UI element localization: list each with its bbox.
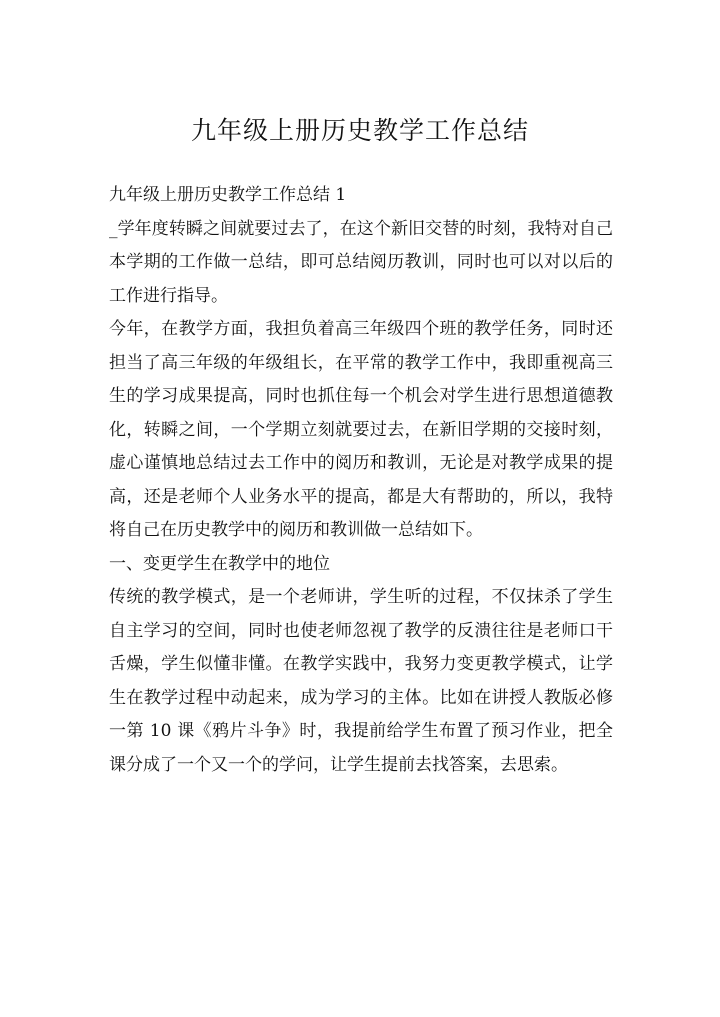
paragraph-intro: _学年度转瞬之间就要过去了，在这个新旧交替的时刻，我特对自己本学期的工作做一总结，即可总结阅历教训，同时也可以对以后的工作进行指导。 xyxy=(109,218,613,306)
section-subheading: 一、变更学生在教学中的地位 xyxy=(109,553,330,574)
section-heading: 九年级上册历史教学工作总结 1 xyxy=(109,185,347,205)
document-title: 九年级上册历史教学工作总结 xyxy=(190,116,529,145)
paragraph-teaching-overview: 今年，在教学方面，我担负着高三年级四个班的教学任务，同时还担当了高三年级的年级组长，在平常的教学工作中，我即重视高三生的学习成果提高，同时也抓住每一个机会对学生进行思想道德教化，转瞬之间，一个学期立刻就要过去，在新旧学期的交接时刻，虚心谨慎地总结过去工作中的阅历和教训，无论是对教学成果的提高，还是老师个人业务水平的提高，都是大有帮助的，所以，我特将自己在历史教学中的阅历和教训做一总结如下。 xyxy=(109,319,613,540)
document-body xyxy=(109,179,613,782)
paragraph-teaching-model: 传统的教学模式，是一个老师讲，学生听的过程，不仅抹杀了学生自主学习的空间，同时也使老师忽视了教学的反溃往往是老师口干舌燥，学生似懂非懂。在教学实践中，我努力变更教学模式，让学生在教学过程中动起来，成为学习的主体。比如在讲授人教版必修一第 10 课《鸦片斗争》时，我提前给学生布置了预习作业，把全课分成了一个又一个的学问，让学生提前去找答案，去思索。 xyxy=(109,587,613,775)
